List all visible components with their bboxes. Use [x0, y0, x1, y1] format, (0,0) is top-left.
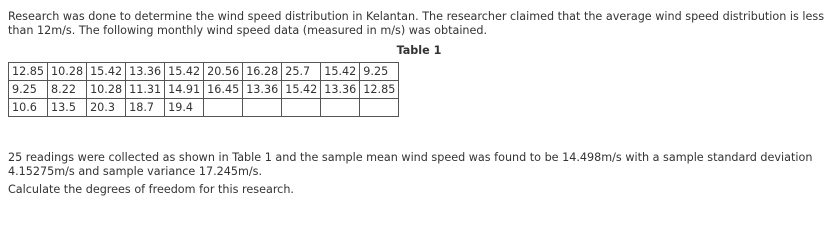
wind-speed-table: [8, 62, 399, 117]
table-cell: 16.28: [243, 63, 282, 81]
question-paragraph: Calculate the degrees of freedom for this research.: [8, 183, 294, 196]
intro-paragraph: Research was done to determine the wind speed distribution in Kelantan. The researcher claimed that the average wind speed distribution is less than 12m/s. The following monthly wind speed data (measured in m/s) was obtained.: [8, 10, 825, 37]
table-cell: 12.85: [9, 63, 48, 81]
table-cell: [243, 99, 282, 117]
table-cell: 16.45: [204, 81, 243, 99]
table-cell: 25.7: [282, 63, 321, 81]
table-cell: 13.5: [48, 99, 87, 117]
table-cell: [282, 99, 321, 117]
table-cell: 10.28: [48, 63, 87, 81]
table-cell: [360, 99, 399, 117]
summary-paragraph: 25 readings were collected as shown in Table 1 and the sample mean wind speed was found to be 14.498m/s with a sample standard deviation 4.15275m/s and sample variance 17.245m/s.: [8, 151, 813, 178]
table-row: [9, 99, 399, 117]
table-cell: 18.7: [126, 99, 165, 117]
table-cell: 12.85: [360, 81, 399, 99]
table-caption: Table 1: [396, 44, 442, 57]
table-row: [9, 63, 399, 81]
table-cell: 10.28: [87, 81, 126, 99]
table-cell: 8.22: [48, 81, 87, 99]
table-cell: [204, 99, 243, 117]
table-cell: 20.56: [204, 63, 243, 81]
table-cell: 13.36: [126, 63, 165, 81]
table-cell: 15.42: [165, 63, 204, 81]
table-cell: 9.25: [9, 81, 48, 99]
table-cell: 15.42: [282, 81, 321, 99]
table-cell: 14.91: [165, 81, 204, 99]
table-cell: 13.36: [321, 81, 360, 99]
table-cell: 9.25: [360, 63, 399, 81]
table-cell: 20.3: [87, 99, 126, 117]
table-cell: 13.36: [243, 81, 282, 99]
table-cell: 15.42: [87, 63, 126, 81]
table-cell: 19.4: [165, 99, 204, 117]
table-cell: [321, 99, 360, 117]
table-cell: 10.6: [9, 99, 48, 117]
table-cell: 15.42: [321, 63, 360, 81]
table-cell: 11.31: [126, 81, 165, 99]
table-row: [9, 81, 399, 99]
